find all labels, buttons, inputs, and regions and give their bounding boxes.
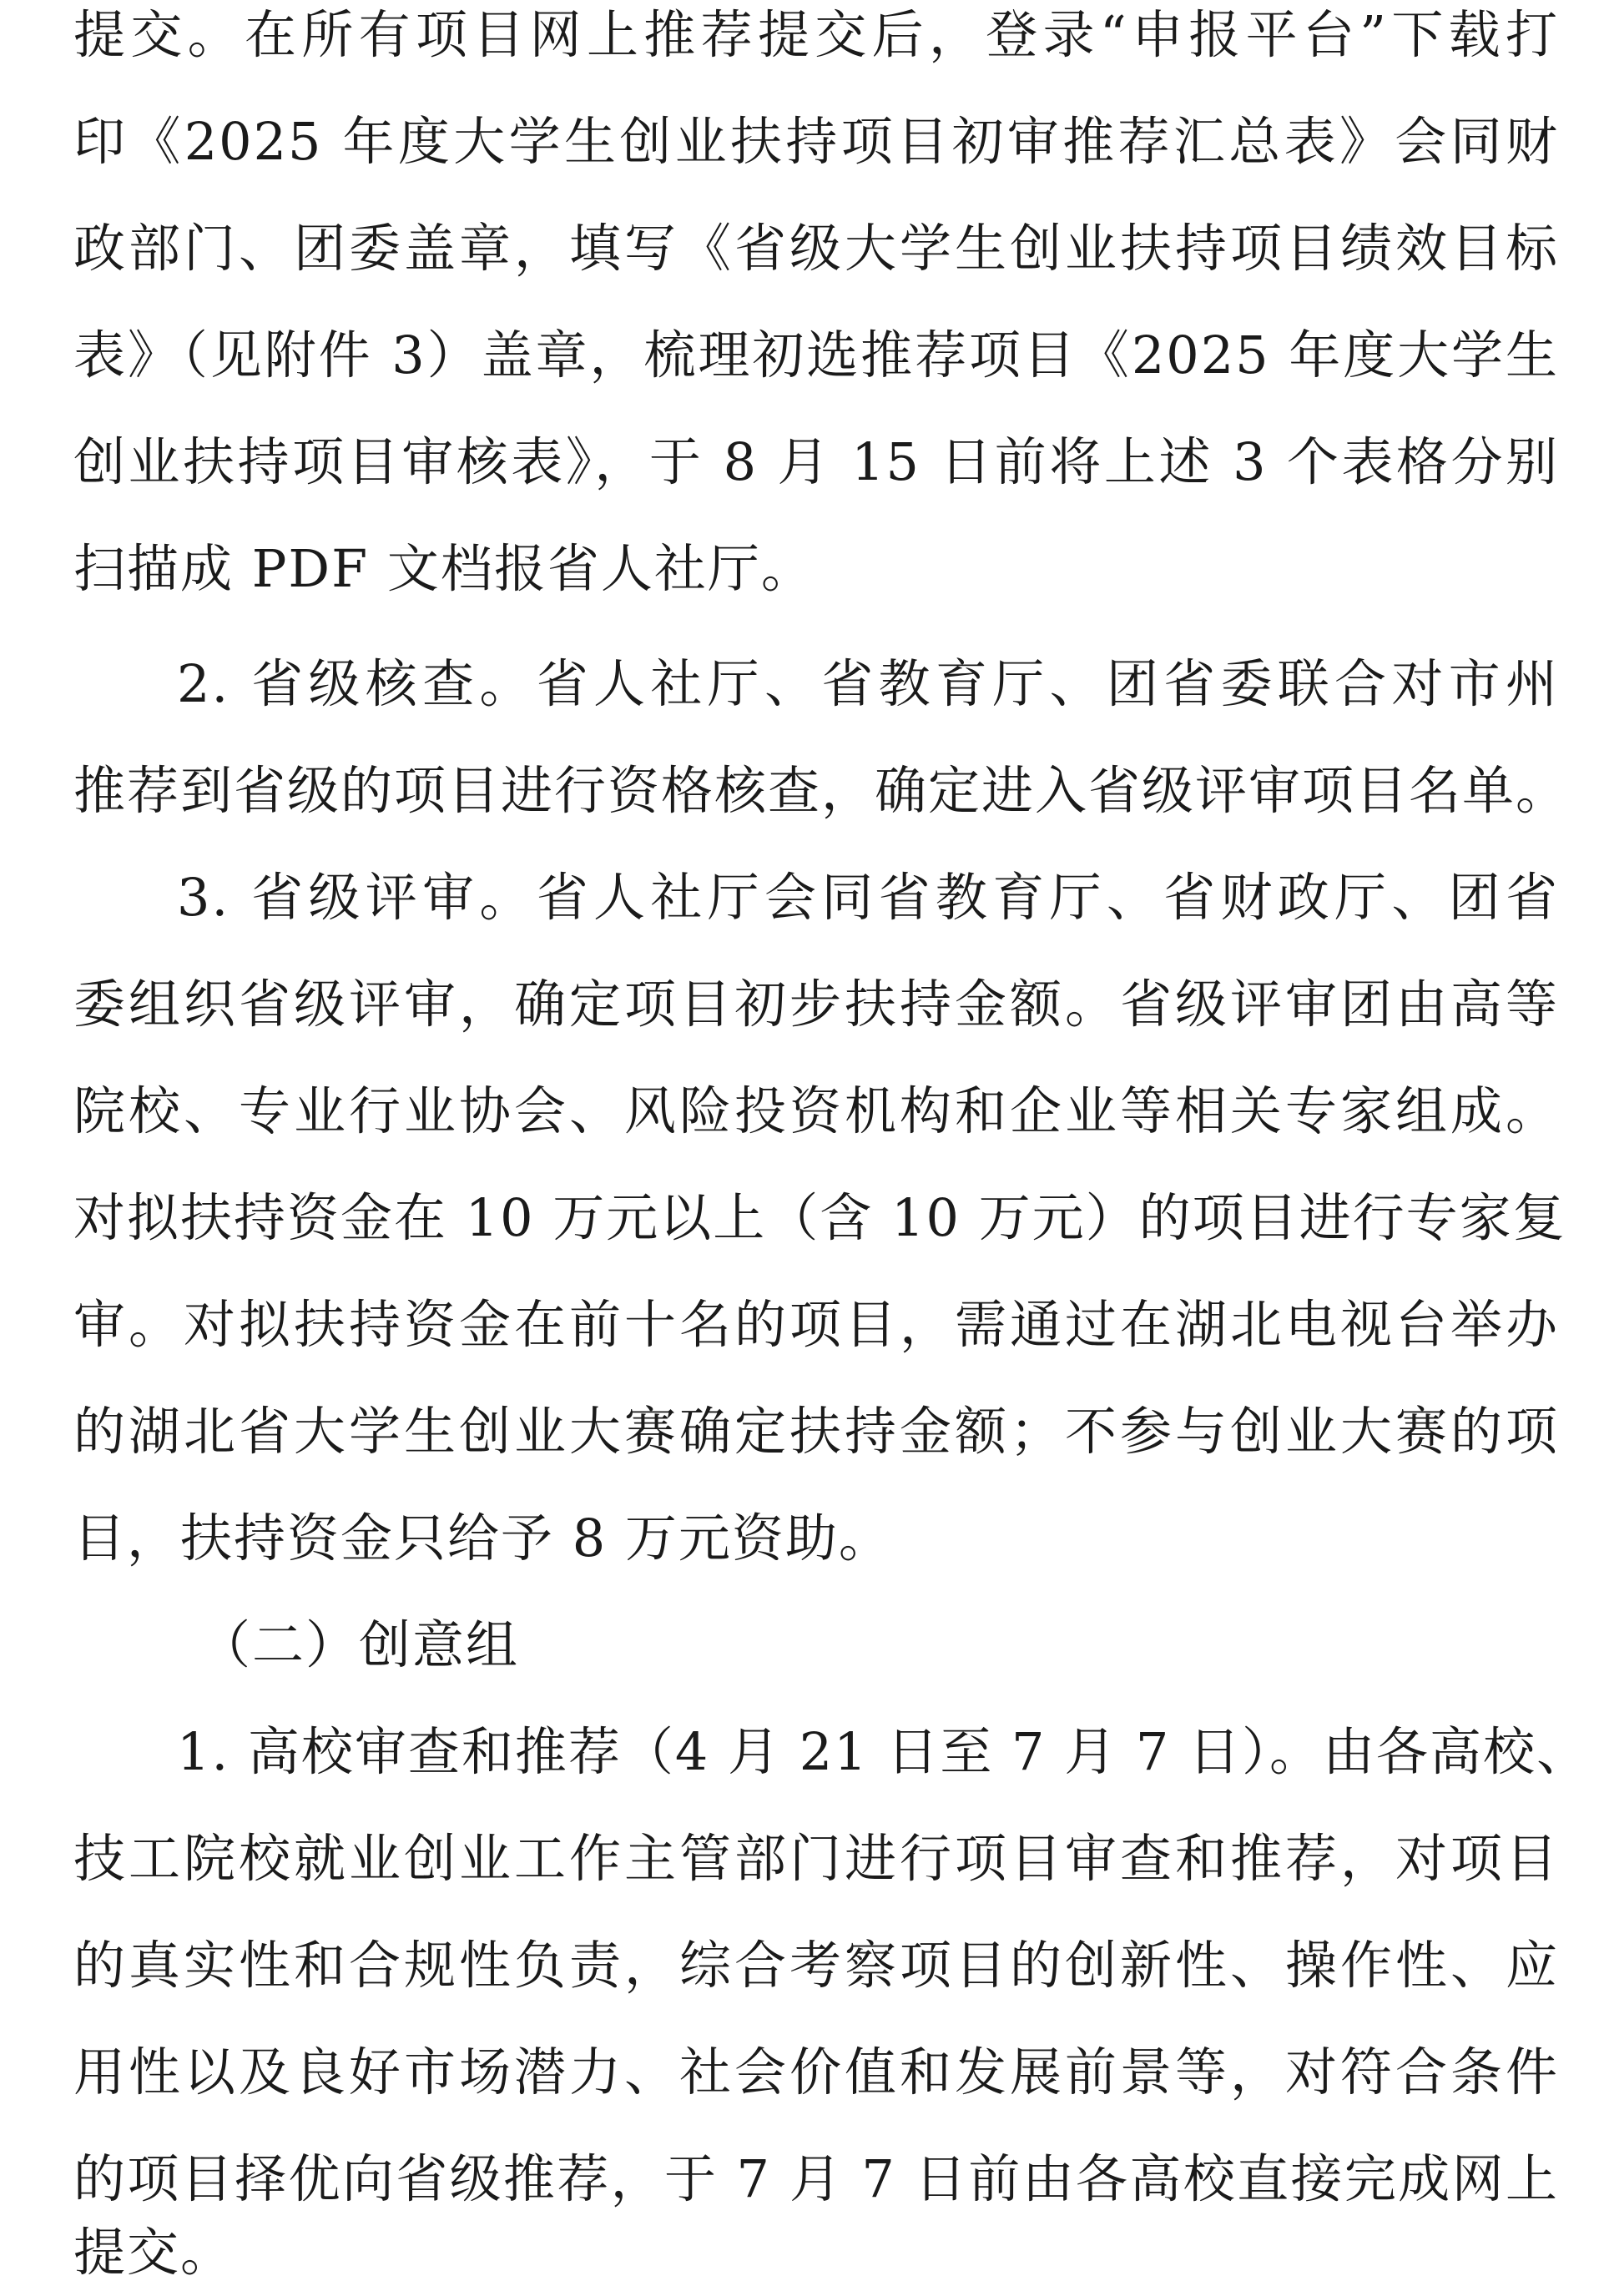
text-line-13: 审。对拟扶持资金在前十名的项目，需通过在湖北电视台举办	[73, 1294, 1559, 1355]
text-line-5: 创业扶持项目审核表》，于 8 月 15 日前将上述 3 个表格分别	[73, 431, 1559, 492]
text-line-20: 用性以及良好市场潜力、社会价值和发展前景等，对符合条件	[73, 2042, 1559, 2102]
text-line-22: 提交。	[73, 2222, 235, 2283]
text-line-12: 对拟扶持资金在 10 万元以上（含 10 万元）的项目进行专家复	[73, 1187, 1566, 1248]
text-line-15: 目，扶持资金只给予 8 万元资助。	[73, 1508, 892, 1568]
text-line-18: 技工院校就业创业工作主管部门进行项目审查和推荐，对项目	[73, 1828, 1559, 1889]
paragraph-provincial-check-heading: 2. 省级核查。省人社厅、省教育厅、团省委联合对市州	[177, 653, 1559, 714]
text-line-6: 扫描成 PDF 文档报省人社厅。	[73, 538, 815, 599]
paragraph-provincial-review-heading: 3. 省级评审。省人社厅会同省教育厅、省财政厅、团省	[177, 867, 1559, 928]
text-line-4: 表》（见附件 3）盖章，梳理初选推荐项目《2025 年度大学生	[73, 325, 1559, 385]
text-line-2: 印《2025 年度大学生创业扶持项目初审推荐汇总表》会同财	[73, 111, 1559, 172]
text-line-10: 委组织省级评审，确定项目初步扶持金额。省级评审团由高等	[73, 974, 1559, 1035]
text-line-1: 提交。在所有项目网上推荐提交后，登录“申报平台”下载打	[73, 4, 1559, 65]
text-line-14: 的湖北省大学生创业大赛确定扶持金额；不参与创业大赛的项	[73, 1401, 1559, 1462]
text-line-3: 政部门、团委盖章，填写《省级大学生创业扶持项目绩效目标	[73, 218, 1559, 279]
text-line-11: 院校、专业行业协会、风险投资机构和企业等相关专家组成。	[73, 1080, 1559, 1141]
text-line-19: 的真实性和合规性负责，综合考察项目的创新性、操作性、应	[73, 1935, 1559, 1996]
text-line-8: 推荐到省级的项目进行资格核查，确定进入省级评审项目名单。	[73, 760, 1570, 821]
section-heading-creative-group: （二）创意组	[199, 1614, 520, 1675]
paragraph-university-review-heading: 1. 高校审查和推荐（4 月 21 日至 7 月 7 日）。由各高校、	[177, 1721, 1591, 1782]
text-line-21: 的项目择优向省级推荐，于 7 月 7 日前由各高校直接完成网上	[73, 2148, 1559, 2209]
